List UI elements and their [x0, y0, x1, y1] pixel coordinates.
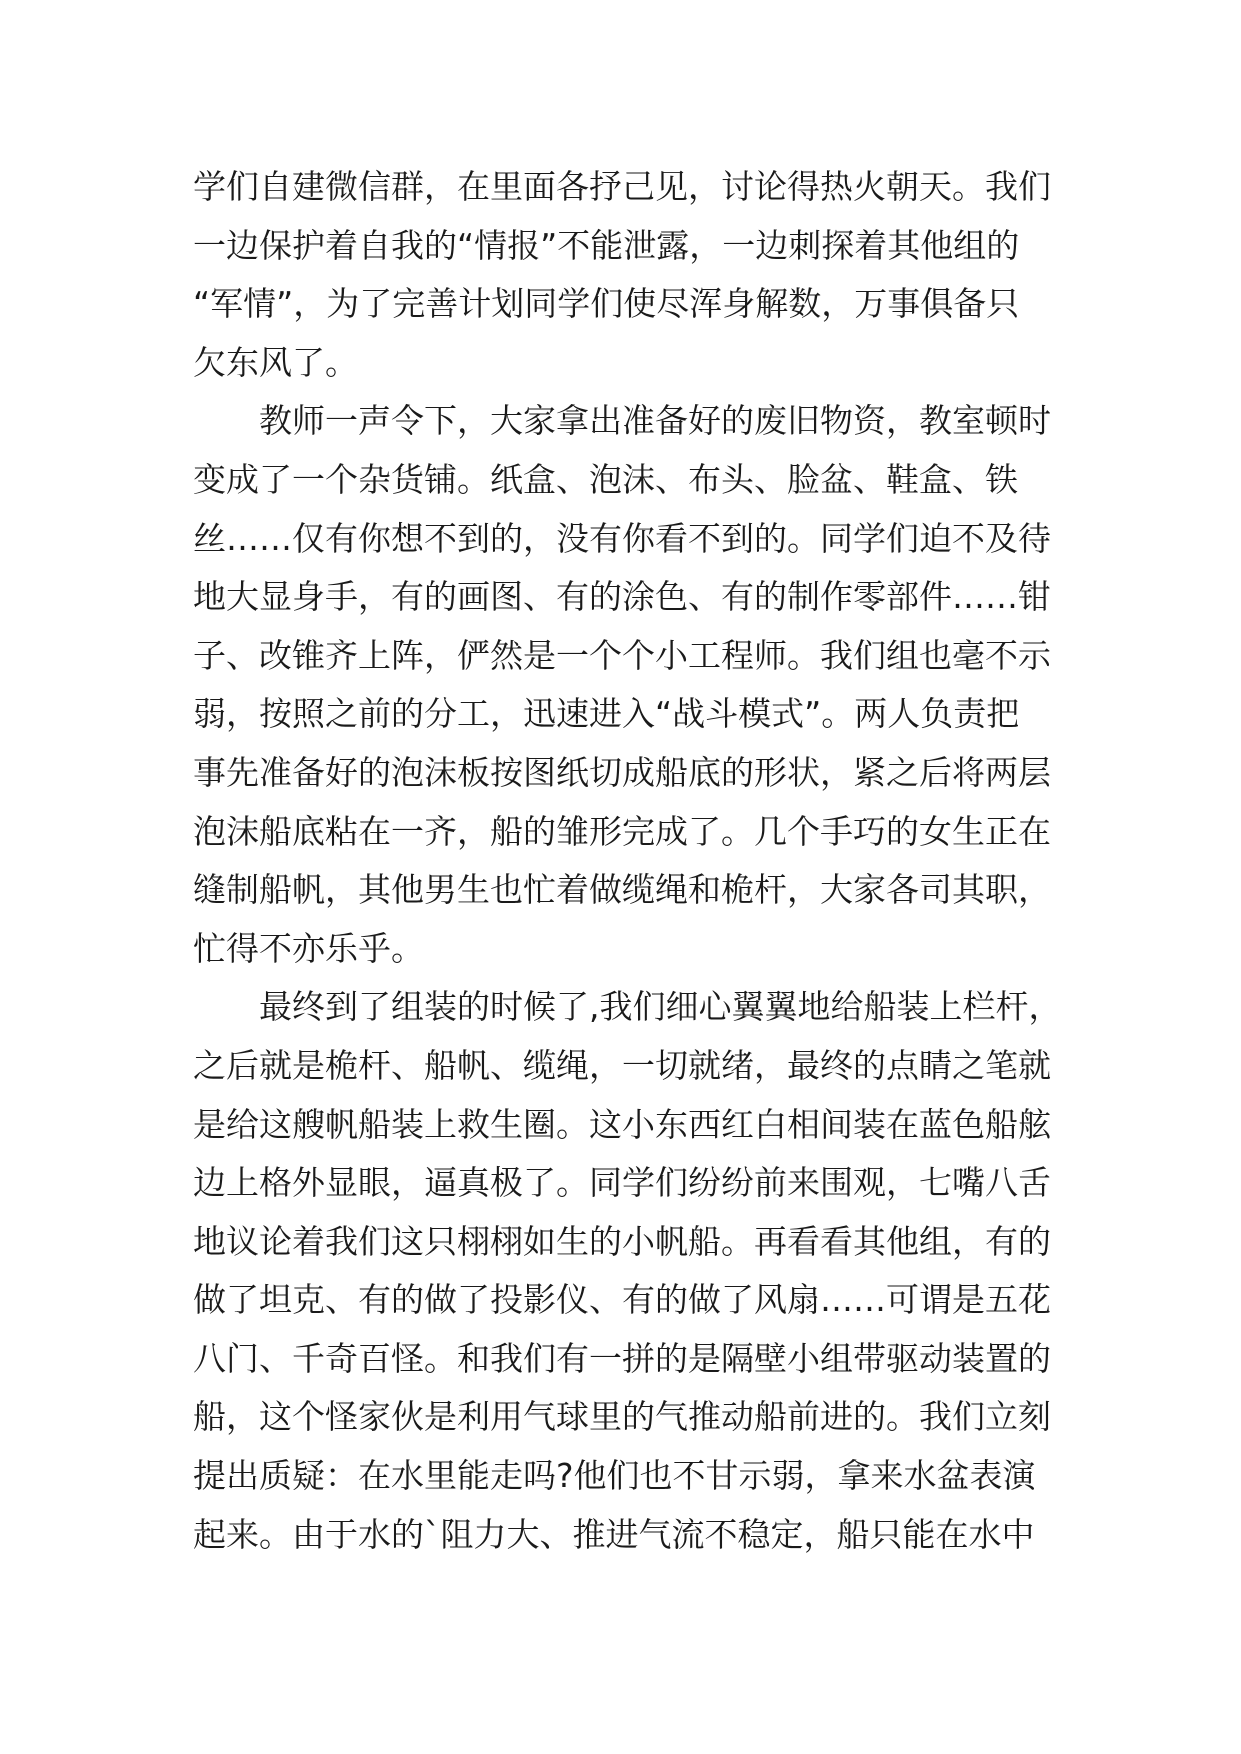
text-line: 边上格外显眼，逼真极了。同学们纷纷前来围观，七嘴八舌 — [193, 1163, 1051, 1203]
text-line: 变成了一个杂货铺。纸盒、泡沫、布头、脸盆、鞋盒、铁 — [193, 459, 1018, 499]
text-line: 之后就是桅杆、船帆、缆绳，一切就绪，最终的点睛之笔就 — [193, 1045, 1051, 1085]
text-line: 一边保护着自我的“情报”不能泄露，一边刺探着其他组的 — [193, 225, 1020, 265]
text-line: 弱，按照之前的分工，迅速进入“战斗模式”。两人负责把 — [193, 694, 1020, 734]
text-line: 忙得不亦乐乎。 — [193, 928, 424, 968]
text-line: 事先准备好的泡沫板按图纸切成船底的形状，紧之后将两层 — [193, 752, 1051, 792]
body-text — [193, 158, 1073, 1564]
text-line: 提出质疑：在水里能走吗?他们也不甘示弱，拿来水盆表演 — [193, 1456, 1036, 1496]
text-line: “军情”，为了完善计划同学们使尽浑身解数，万事俱备只 — [193, 284, 1020, 324]
text-line: 八门、千奇百怪。和我们有一拼的是隔壁小组带驱动装置的 — [193, 1338, 1051, 1378]
text-line: 地大显身手，有的画图、有的涂色、有的制作零部件……钳 — [193, 577, 1051, 617]
text-line: 丝……仅有你想不到的，没有你看不到的。同学们迫不及待 — [193, 518, 1051, 558]
text-line: 欠东风了。 — [193, 342, 358, 382]
paragraph-first-line: 最终到了组装的时候了,我们细心翼翼地给船装上栏杆， — [259, 987, 1062, 1027]
paragraph-first-line: 教师一声令下，大家拿出准备好的废旧物资，教室顿时 — [259, 401, 1051, 441]
text-line: 泡沫船底粘在一齐，船的雏形完成了。几个手巧的女生正在 — [193, 811, 1051, 851]
text-line: 学们自建微信群，在里面各抒己见，讨论得热火朝天。我们 — [193, 167, 1051, 206]
text-line: 起来。由于水的`阻力大、推进气流不稳定，船只能在水中 — [193, 1514, 1035, 1554]
text-line: 船，这个怪家伙是利用气球里的气推动船前进的。我们立刻 — [193, 1397, 1051, 1437]
text-line: 是给这艘帆船装上救生圈。这小东西红白相间装在蓝色船舷 — [193, 1104, 1051, 1144]
text-line: 地议论着我们这只栩栩如生的小帆船。再看看其他组，有的 — [193, 1221, 1051, 1261]
text-line: 缝制船帆，其他男生也忙着做缆绳和桅杆，大家各司其职， — [193, 870, 1051, 910]
text-line: 做了坦克、有的做了投影仪、有的做了风扇……可谓是五花 — [193, 1280, 1051, 1320]
text-line: 子、改锥齐上阵，俨然是一个个小工程师。我们组也毫不示 — [193, 635, 1051, 675]
